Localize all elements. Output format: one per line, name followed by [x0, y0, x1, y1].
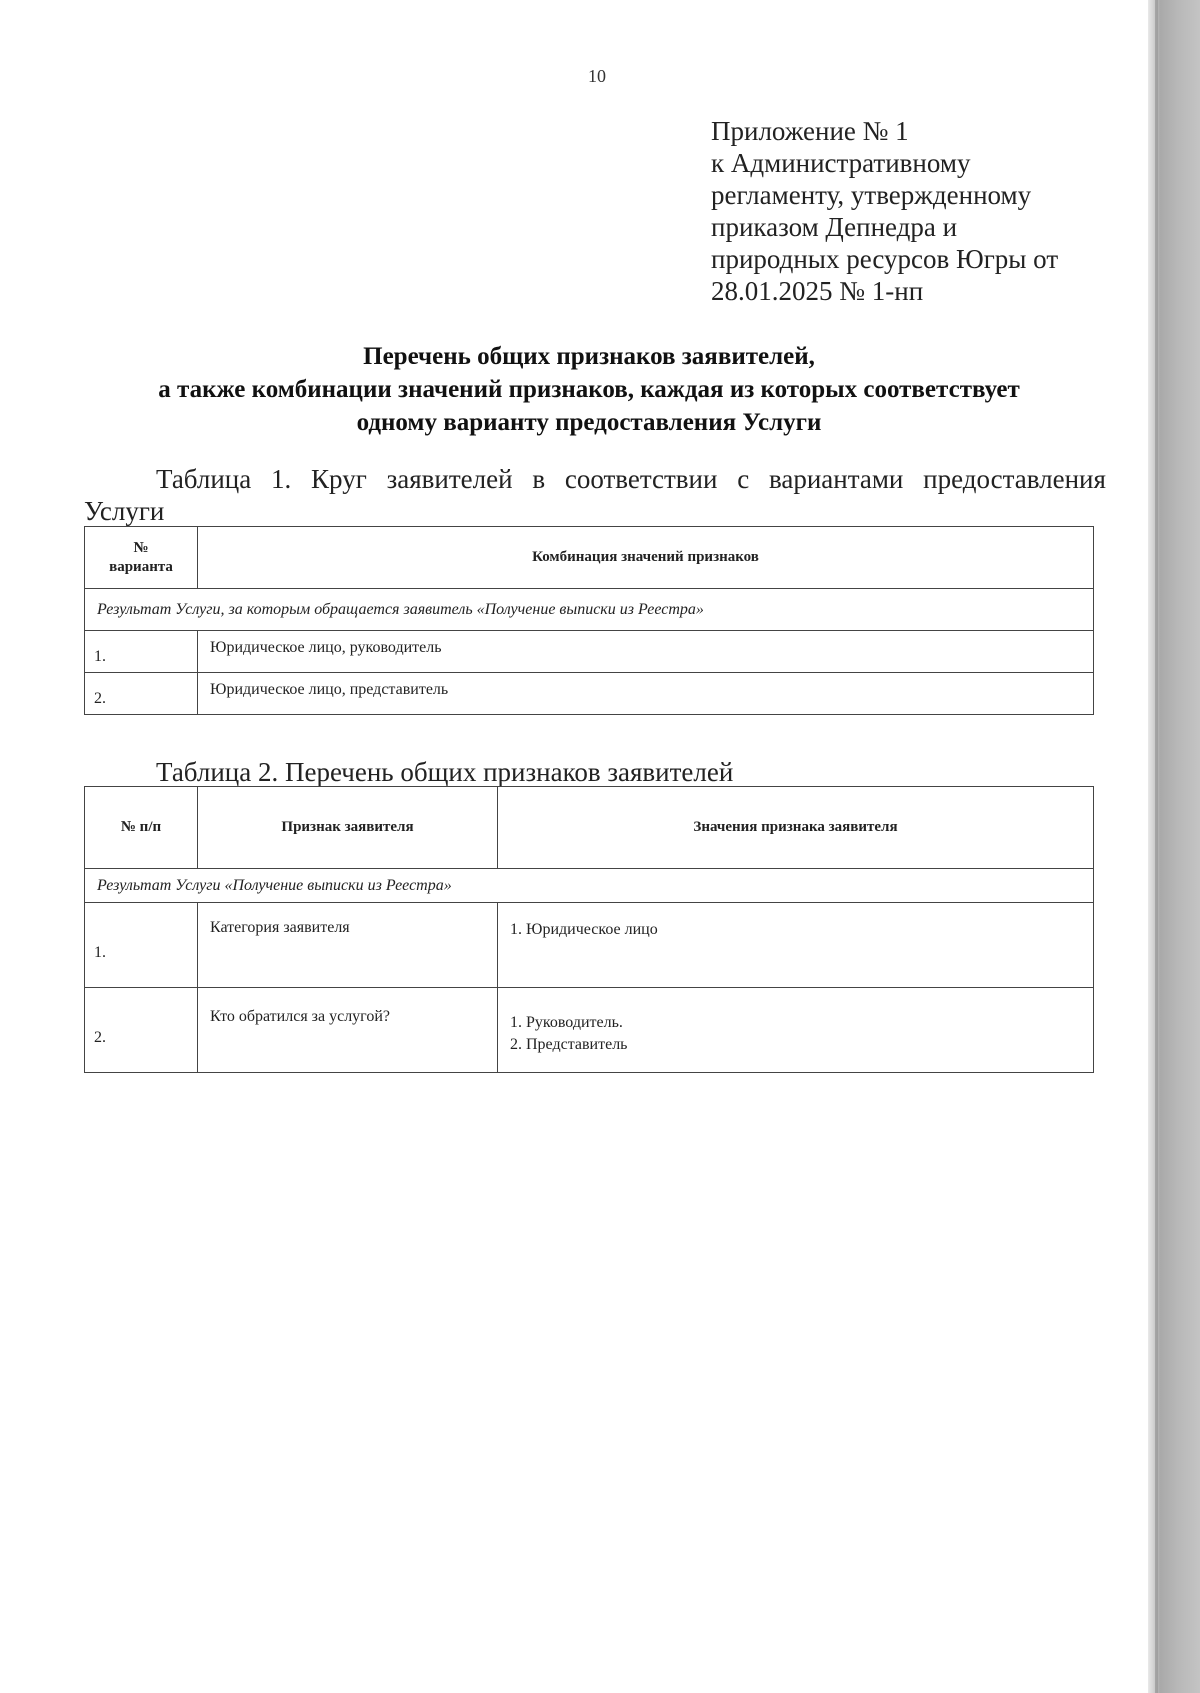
title-line: Перечень общих признаков заявителей,	[363, 343, 815, 370]
values-cell	[498, 903, 1094, 988]
table1-caption-line2: Услуги	[84, 496, 165, 526]
result-row	[85, 589, 1094, 631]
table-row	[85, 673, 1094, 715]
appendix-line: Приложение № 1	[711, 116, 909, 146]
table1-caption-line1	[84, 463, 1106, 495]
caption-word: с	[737, 464, 750, 494]
value-item: 2. Представитель	[510, 1036, 628, 1053]
appendix-line: 28.01.2025 № 1-нп	[711, 276, 924, 306]
table1-caption	[84, 463, 1106, 527]
caption-word: заявителей	[386, 464, 513, 494]
variant-number: 2.	[85, 673, 198, 715]
appendix-line: к Административному	[711, 148, 971, 178]
variant-number: 1.	[85, 631, 198, 673]
result-cell: Результат Услуги, за которым обращается заявитель «Получение выписки из Реестра»	[85, 589, 1094, 631]
header-combination: Комбинация значений признаков	[198, 527, 1094, 589]
variant-combination: Юридическое лицо, руководитель	[198, 631, 1094, 673]
appendix-line: природных ресурсов Югры от	[711, 244, 1059, 274]
result-cell: Результат Услуги «Получение выписки из Реестра»	[85, 869, 1094, 903]
row-number: 1.	[85, 903, 198, 988]
caption-word: Таблица	[156, 464, 252, 494]
table-header-row	[85, 527, 1094, 589]
table-row	[85, 988, 1094, 1073]
caption-word: в	[532, 464, 546, 494]
table-row	[85, 903, 1094, 988]
value-item: 1. Юридическое лицо	[510, 921, 658, 938]
criteria-table	[84, 786, 1094, 1073]
title-line: а также комбинации значений признаков, каждая из которых соответствует	[158, 376, 1020, 403]
title-line: одному варианту предоставления Услуги	[356, 409, 822, 436]
appendix-line: приказом Депнедра и	[711, 212, 958, 242]
table-header-row	[85, 787, 1094, 869]
result-row	[85, 869, 1094, 903]
value-item: 1. Руководитель.	[510, 1014, 623, 1031]
scan-edge-line	[1155, 0, 1158, 1693]
appendix-line: регламенту, утвержденному	[711, 180, 1032, 210]
caption-word: Круг	[311, 464, 367, 494]
page-number: 10	[588, 66, 606, 86]
variant-combination: Юридическое лицо, представитель	[198, 673, 1094, 715]
header-variant-number	[85, 527, 198, 589]
row-number: 2.	[85, 988, 198, 1073]
variants-table	[84, 526, 1094, 715]
table2-caption: Таблица 2. Перечень общих признаков заявителей	[156, 757, 734, 787]
header-num-sign: №	[133, 539, 149, 556]
caption-word: 1.	[271, 464, 292, 494]
header-row-number: № п/п	[85, 787, 198, 869]
criterion-cell: Кто обратился за услугой?	[198, 988, 498, 1073]
caption-word: вариантами	[768, 464, 904, 494]
document-title	[84, 340, 1094, 439]
criterion-cell: Категория заявителя	[198, 903, 498, 988]
header-num-label: варианта	[109, 558, 173, 575]
header-values: Значения признака заявителя	[498, 787, 1094, 869]
header-criterion: Признак заявителя	[198, 787, 498, 869]
appendix-note	[711, 115, 1058, 307]
caption-word: соответствии	[564, 464, 718, 494]
table-row	[85, 631, 1094, 673]
values-cell	[498, 988, 1094, 1073]
caption-word: предоставления	[923, 464, 1106, 494]
